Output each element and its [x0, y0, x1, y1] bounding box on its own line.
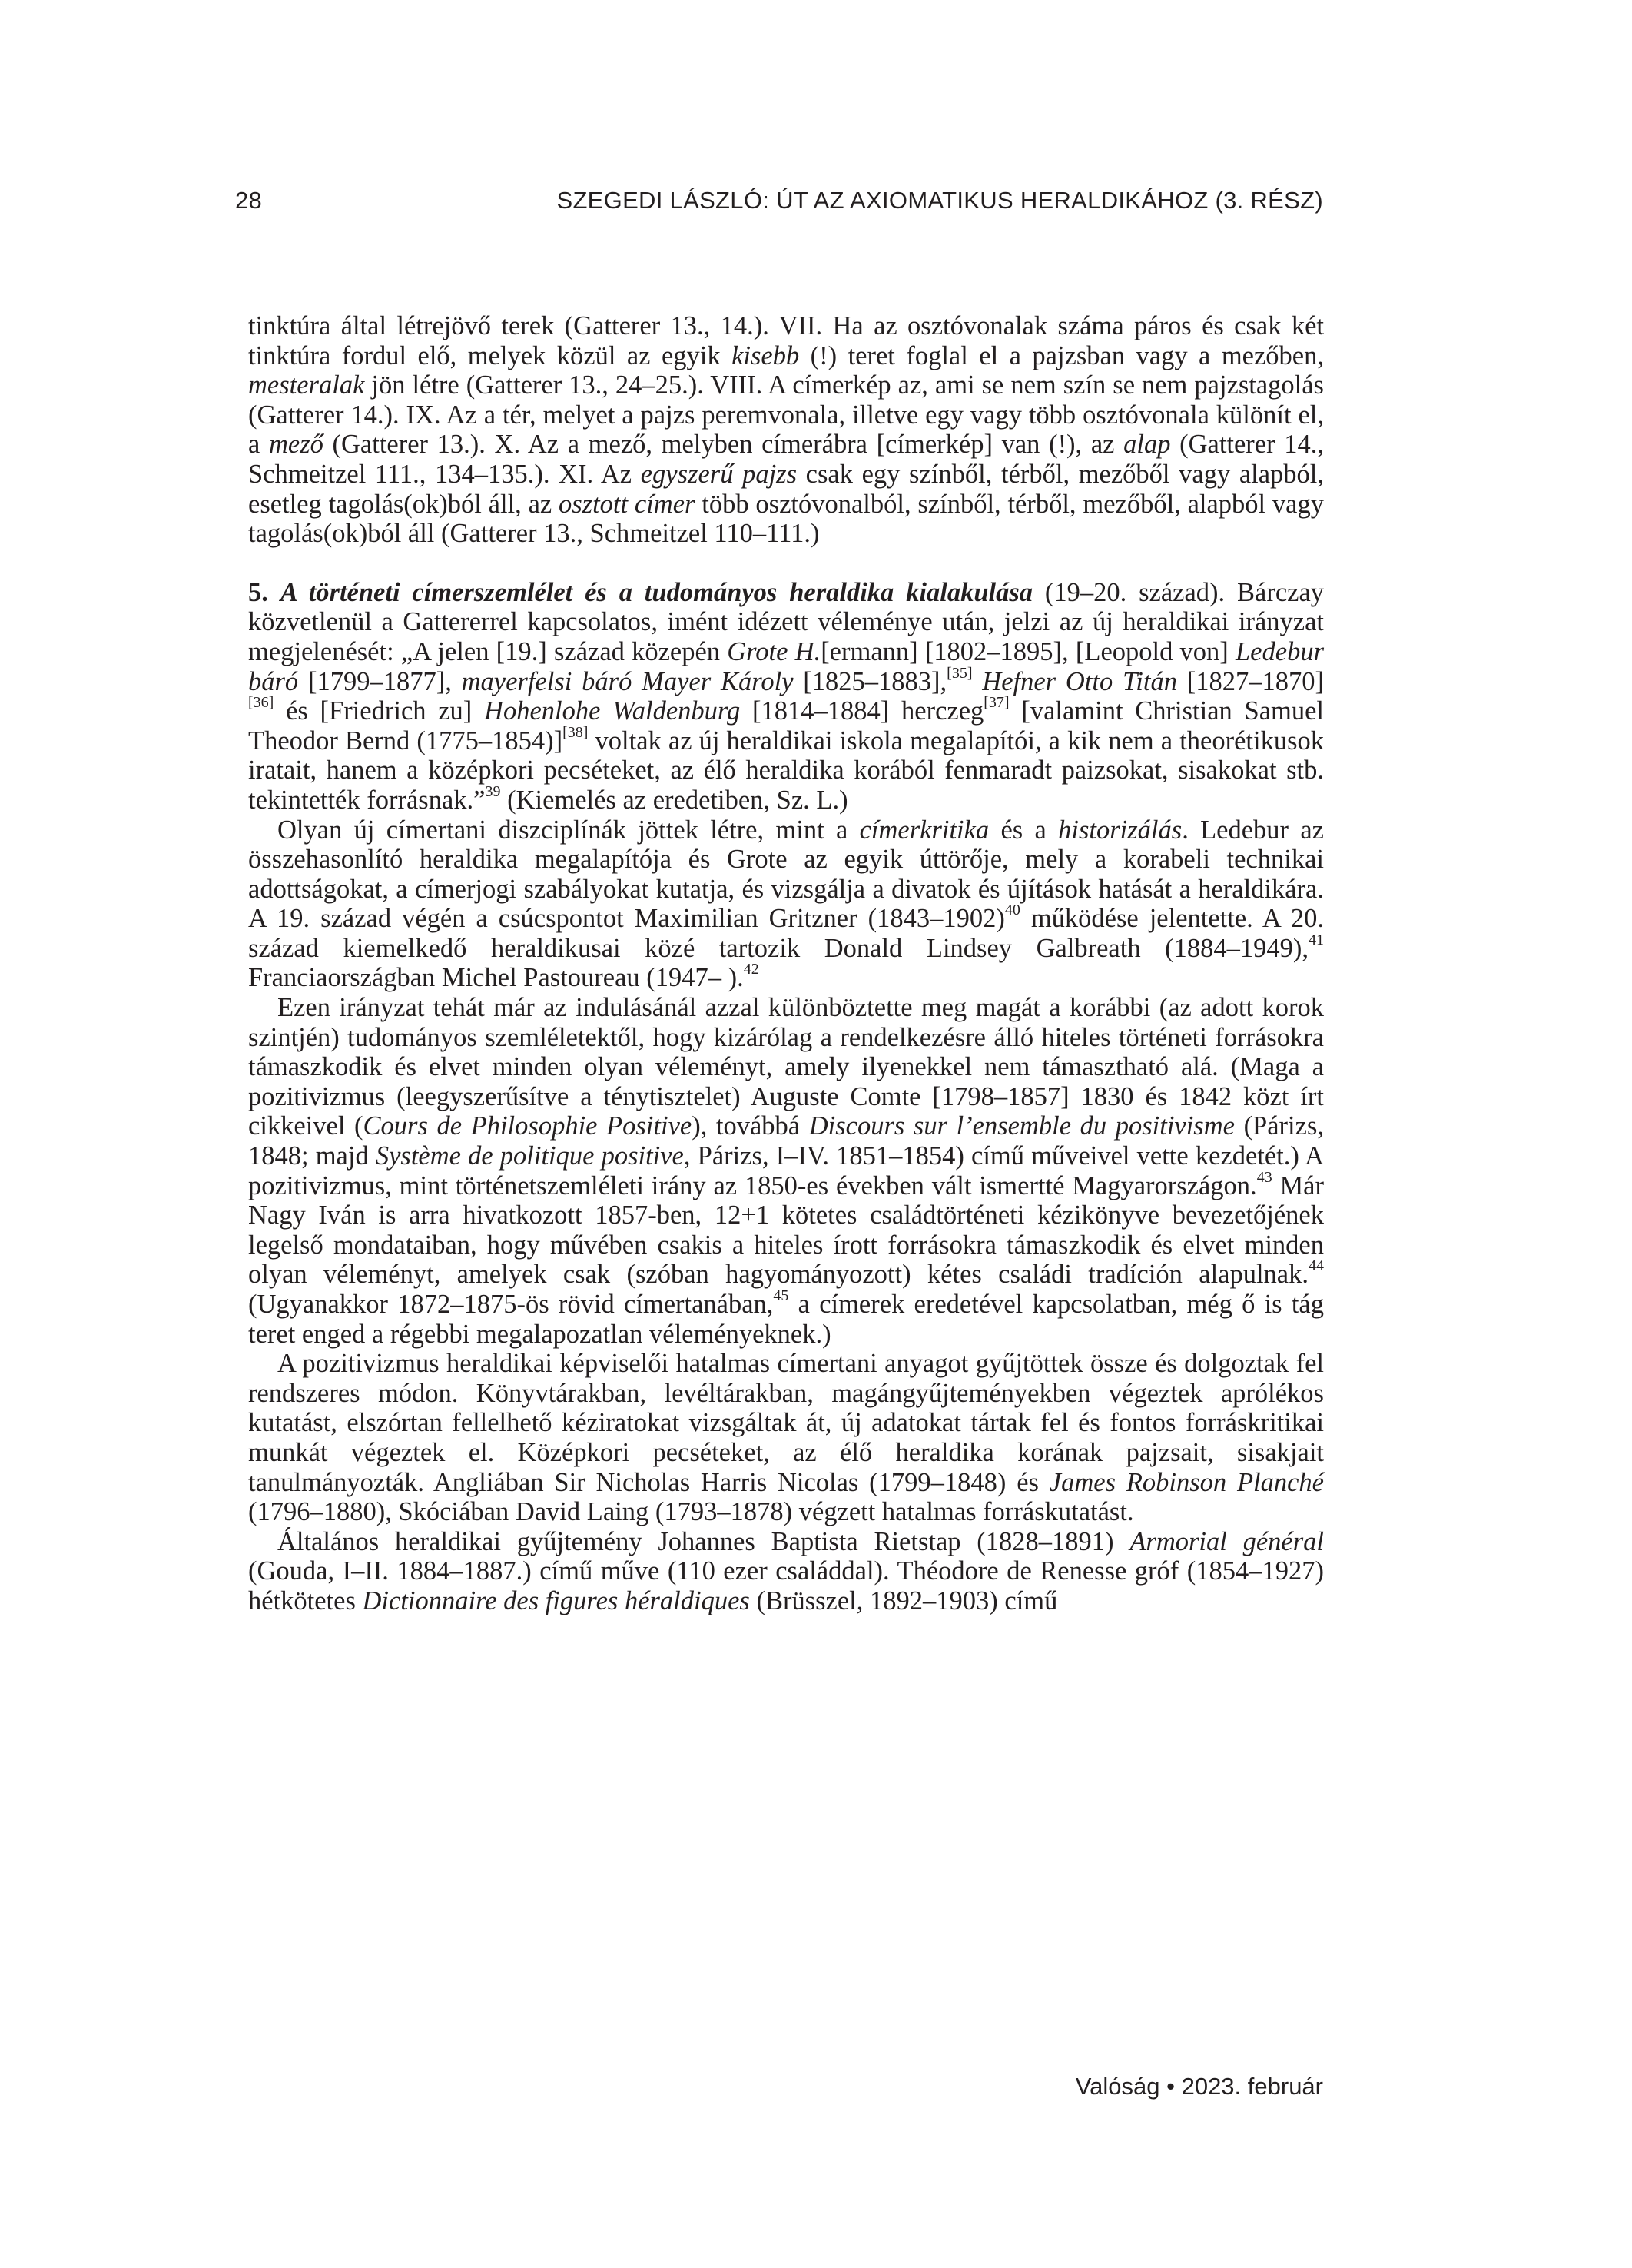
text-run: (Kiemelés az eredetiben, Sz. L.) [500, 785, 848, 815]
footnote-marker: 44 [1309, 1257, 1324, 1275]
footnote-marker: 40 [1004, 902, 1020, 919]
paragraph [248, 1349, 1324, 1527]
article-body [248, 311, 1324, 1616]
emphasis: Hefner Otto Titán [982, 666, 1177, 696]
text-run: . Ledebur az összehasonlító heraldika megalapítója és Grote az egyik úttörője, mely a korabeli technikai adottságokat, a címerjogi szabályokat kutatja, és vizsgálja a divatok és újítások hatását a heraldikára. A 19. század végén a csúcspontot Maximilian Gritzner (1843–1902) [248, 815, 1324, 934]
footnote-marker: [35] [947, 664, 973, 682]
text-run: (Párizs, 1848; majd [248, 1111, 1324, 1171]
text-run: [ermann] [1802–1895], [Leopold von] [821, 636, 1236, 666]
paragraph [248, 1527, 1324, 1616]
paragraph [248, 311, 1324, 549]
text-run: (19–20. század). Bárczay közvetlenül a Gattererrel kapcsolatos, imént idézett véleménye után, jelzi az új heraldikai irányzat megjelenését: „A jelen [19.] század közepén [248, 577, 1325, 666]
text-run: Franciaországban Michel Pastoureau (1947– ). [248, 963, 744, 993]
text-run: (Gouda, I–II. 1884–1887.) című műve (110 ezer családdal). Théodore de Renesse gróf (1854–1927) hétkötetes [248, 1556, 1324, 1615]
text-run [973, 667, 983, 696]
text-run: a címerek eredetével kapcsolatban, még ő is tág teret enged a régebbi megalapozatlan véleményeknek.) [248, 1290, 1324, 1349]
paragraph [248, 993, 1324, 1349]
text-run: és [Friedrich zu] [274, 696, 485, 726]
emphasis: Grote H. [727, 636, 821, 666]
text-run: működése jelentette. A 20. század kiemelkedő heraldikusai közé tartozik Donald Lindsey Galbreath (1884–1949), [248, 904, 1325, 963]
running-header [235, 187, 1323, 218]
text-run: több osztóvonalból, színből, térből, mezőből, alapból vagy tagolás(ok)ból áll (Gatterer 13., Schmeitzel 110–111.) [248, 489, 1324, 549]
emphasis: Hohenlohe Waldenburg [484, 696, 741, 726]
emphasis: osztott címer [559, 489, 695, 519]
page-number: 28 [235, 187, 263, 214]
emphasis: Armorial général [1129, 1526, 1324, 1556]
emphasis: kisebb [731, 340, 800, 370]
text-run: (Ugyanakkor 1872–1875-ös rövid címertanában, [248, 1290, 774, 1319]
running-title: SZEGEDI LÁSZLÓ: ÚT AZ AXIOMATIKUS HERALDIKÁHOZ (3. RÉSZ) [556, 187, 1323, 214]
emphasis: Ledebur báró [248, 636, 1324, 696]
emphasis: egyszerű pajzs [640, 459, 798, 489]
emphasis: James Robinson Planché [1049, 1467, 1324, 1497]
emphasis: mayerfelsi báró Mayer Károly [461, 666, 794, 696]
emphasis: alap [1123, 430, 1171, 460]
text-run: (Gatterer 14., Schmeitzel 111., 134–135.). XI. Az [248, 430, 1324, 489]
text-run: és a [989, 815, 1059, 845]
text-run: ), továbbá [692, 1111, 809, 1141]
text-run: [1825–1883], [793, 666, 947, 696]
section-heading: A történeti címerszemlélet és a tudományos heraldika kialakulása [280, 577, 1033, 607]
footnote-marker: 45 [773, 1287, 789, 1304]
text-run: (!) teret foglal el a pajzsban vagy a mezőben, [799, 340, 1324, 370]
footnote-marker: [36] [248, 694, 274, 712]
emphasis: címerkritika [859, 815, 990, 845]
text-run: (1796–1880), Skóciában David Laing (1793–1878) végzett hatalmas forráskutatást. [248, 1497, 1134, 1527]
text-run: voltak az új heraldikai iskola megalapítói, a kik nem a theorétikusok iratait, hanem a középkori pecséteket, az élő heraldika korából fenmaradt paizsokat, sisakokat stb. tekintették forrásnak.” [248, 726, 1324, 815]
footnote-marker: [38] [562, 723, 589, 741]
text-run: [valamint Christian Samuel Theodor Bernd (1775–1854)] [248, 696, 1325, 755]
emphasis: mesteralak [248, 370, 365, 400]
text-run: (Brüsszel, 1892–1903) című [749, 1586, 1058, 1615]
footer-publication: Valóság • 2023. február [1075, 2073, 1323, 2100]
paragraph [248, 815, 1324, 994]
text-run: Ezen irányzat tehát már az indulásánál azzal különböztette meg magát a korábbi (az adott korok szintjén) tudományos szemléletektől, hogy kizárólag a rendelkezésre álló hiteles történeti forrásokra támaszkodik és elvet minden olyan véleményt, amely ilyenekkel nem támasztható alá. (Maga a pozitivizmus (leegyszerűsítve a ténytisztelet) Auguste Comte [1798–1857] 1830 és 1842 közt írt cikkeivel ( [248, 993, 1324, 1141]
emphasis: Discours sur l’ensemble du positivisme [808, 1111, 1235, 1141]
emphasis: Cours de Philosophie Positive [363, 1111, 692, 1141]
text-run: [1827–1870] [1176, 666, 1325, 696]
text-run: tinktúra által létrejövő terek (Gatterer 13., 14.). VII. Ha az osztóvonalak száma páros és csak két tinktúra fordul elő, melyek közül az egyik [248, 311, 1324, 370]
footnote-marker: 39 [485, 782, 501, 800]
emphasis: mező [268, 430, 323, 460]
text-run: [1814–1884] herczeg [740, 696, 984, 726]
section-number: 5. [248, 577, 280, 607]
footnote-marker: [37] [984, 694, 1010, 712]
text-run: A pozitivizmus heraldikai képviselői hatalmas címertani anyagot gyűjtöttek össze és dolgoztak fel rendszeres módon. Könyvtárakban, levéltárakban, magángyűjteményekben végeztek aprólékos kutatást, elszórtan fellelhető kéziratokat vizsgáltak át, új adatokat tártak fel és fontos forráskritikai munkát végeztek el. Középkori pecséteket, az élő heraldika korának pajzsait, sisakjait tanulmányozták. Angliában Sir Nicholas Harris Nicolas (1799–1848) és [248, 1349, 1324, 1497]
text-run: (Gatterer 13.). X. Az a mező, melyben címerábra [címerkép] van (!), az [323, 430, 1124, 460]
emphasis: Système de politique positive [375, 1141, 684, 1171]
text-run: csak egy színből, térből, mezőből vagy alapból, esetleg tagolás(ok)ból áll, az [248, 459, 1324, 519]
text-run: , Párizs, I–IV. 1851–1854) című műveivel vette kezdetét.) A pozitivizmus, mint történetszemléleti irány az 1850-es években vált ismertté Magyarországon. [248, 1141, 1325, 1200]
emphasis: Dictionnaire des figures héraldiques [362, 1586, 750, 1615]
footnote-marker: 41 [1309, 931, 1324, 948]
text-run: [1799–1877], [298, 666, 462, 696]
emphasis: historizálás [1058, 815, 1183, 845]
section-paragraph [248, 578, 1324, 815]
text-run: Általános heraldikai gyűjtemény Johannes Baptista Rietstap (1828–1891) [277, 1526, 1130, 1556]
footnote-marker: 43 [1256, 1168, 1272, 1186]
text-run: Olyan új címertani diszciplínák jöttek létre, mint a [277, 815, 860, 845]
footnote-marker: 42 [743, 961, 759, 978]
text-run: Már Nagy Iván is arra hivatkozott 1857-ben, 12+1 kötetes családtörténeti kézikönyve bevezetőjének legelső mondataiban, hogy művében csakis a hiteles írott forrásokra támaszkodik és elvet minden olyan véleményt, amelyek csak (szóban hagyományozott) kétes családi tradíción alapulnak. [248, 1171, 1324, 1290]
text-run: jön létre (Gatterer 13., 24–25.). VIII. A címerkép az, ami se nem szín se nem pajzstagolás (Gatterer 14.). IX. Az a tér, melyet a pajzs peremvonala, illetve egy vagy több osztóvonala különít el, a [248, 370, 1324, 460]
